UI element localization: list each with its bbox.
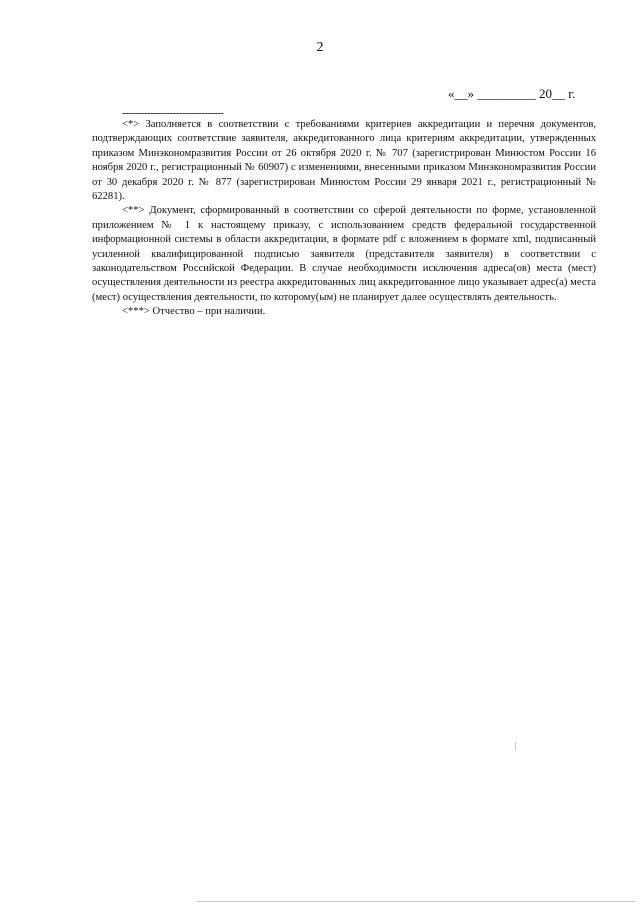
date-line: «__» _________ 20__ г. (448, 86, 576, 101)
scan-edge-line (515, 742, 516, 750)
page-number: 2 (316, 40, 324, 55)
scan-bottom-line (196, 901, 636, 902)
footnote-3: <***> Отчество – при наличии. (122, 306, 266, 318)
footnote-separator: -------------------------------- (122, 107, 224, 119)
footnote-2: <**> Документ, сформированный в соответствии со сферой деятельности по форме, установленной приложением № 1 к настоящему приказу, с использованием средств федеральной государственной информационной системы в области аккредитации, в формате pdf с вложением в формате xml, подписанный усиленной квалифицированной подписью заявителя (представителя заявителя) в соответствии с законодательством Российской Федерации. В случае необходимости исключения адреса(ов) места (мест) осуществления деятельности из реестра аккредитованных лиц аккредитованное лицо указывает адрес(а) места (мест) осуществления деятельности, по которому(ым) не планирует далее осуществлять деятельность. (92, 205, 596, 303)
footnote-1: <*> Заполняется в соответствии с требованиями критериев аккредитации и перечня документов, подтверждающих соответствие заявителя, аккредитованного лица критериям аккредитации, утвержденных приказом Минэкономразвития России от 26 октября 2020 г. № 707 (зарегистрирован Минюстом России 16 ноября 2020 г., регистрационный № 60907) с изменениями, внесенными приказом Минэкономразвития России от 30 декабря 2020 г. № 877 (зарегистрирован Минюстом России 29 января 2021 г., регистрационный № 62281). (92, 119, 596, 203)
footnotes (92, 118, 596, 320)
